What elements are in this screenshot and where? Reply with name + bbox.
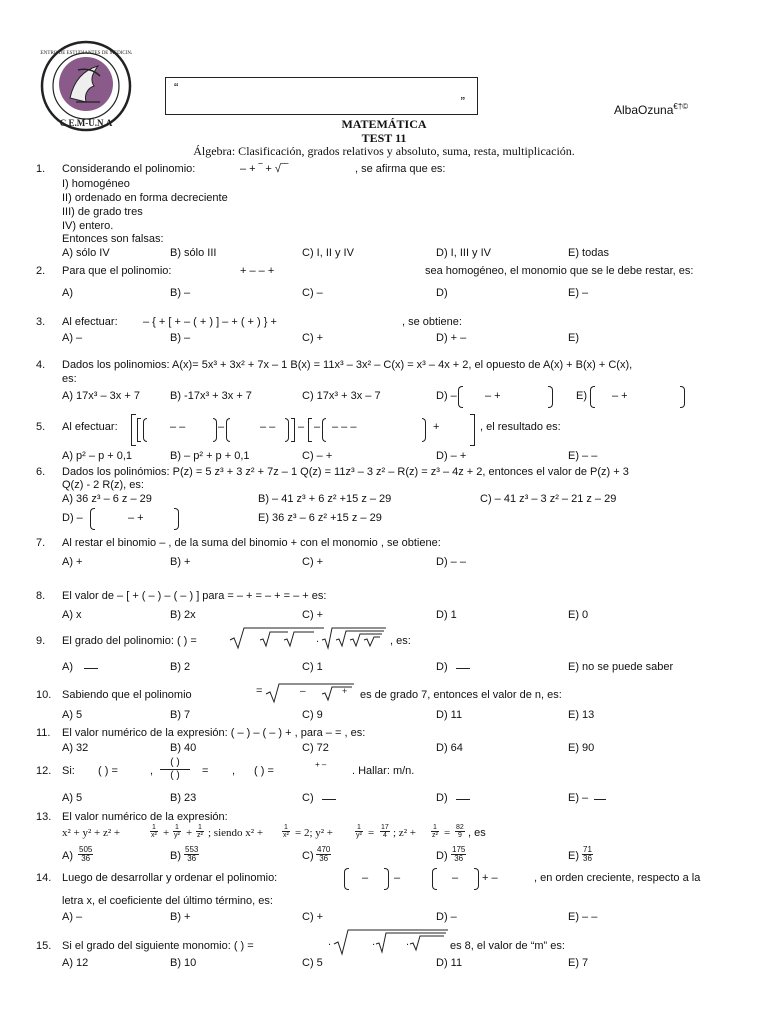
q13-option-c-frac (316, 846, 331, 863)
q10-radical (256, 682, 356, 704)
q5-option-d[interactable]: D) – + (436, 450, 467, 462)
q5-paren-1 (143, 418, 147, 442)
q13-frac-3-num: 1 (197, 824, 202, 831)
q6-option-b[interactable]: B) – 41 z³ + 6 z² +15 z – 29 (258, 493, 392, 505)
q12-f3: ( ) = (254, 765, 274, 777)
q10-option-a[interactable]: A) 5 (62, 709, 83, 721)
q1-expr-sign: – + ‾ + √‾‾ (240, 163, 289, 175)
q14-sign-3: – (452, 872, 459, 884)
q11-option-d[interactable]: D) 64 (436, 742, 463, 754)
q3-stem: Al efectuar: (62, 316, 118, 328)
q13-frac-1 (150, 824, 158, 839)
q2-option-a[interactable]: A) (62, 287, 73, 299)
q11-option-c[interactable]: C) 72 (302, 742, 329, 754)
q5-sign-5: – (314, 421, 321, 433)
q13-option-c-den: 36 (319, 854, 329, 863)
q5-sign-7: + (433, 421, 440, 433)
q10-option-c[interactable]: C) 9 (302, 709, 323, 721)
q14-paren-4 (474, 868, 479, 890)
q12-d-fraction-bar (456, 799, 470, 800)
q9-option-b[interactable]: B) 2 (170, 661, 191, 673)
q12-c-fraction-bar (322, 799, 336, 800)
q2-stem: Para que el polinomio: (62, 265, 172, 277)
q6-d-paren-left (90, 508, 95, 530)
q12-number: 12. (36, 765, 52, 777)
q5-bracket-2 (137, 418, 141, 442)
quote-box (165, 77, 478, 115)
q13-eq1: = 2; y² + (295, 827, 334, 839)
q1-closing: Entonces son falsas: (62, 233, 164, 245)
q6-stem: Dados los polinómios: P(z) = 5 z³ + 3 z² + 7z – 1 Q(z) = 11z³ – 3 z² – R(z) = z³ – 4z + 2, entonces el valor de P(z) + 3 (62, 466, 629, 478)
q13-frac-2-num: 1 (174, 824, 179, 831)
q5-paren-5 (322, 418, 326, 442)
q13-option-a-den: 36 (81, 854, 91, 863)
q4-option-c[interactable]: C) 17x³ + 3x – 7 (302, 390, 381, 402)
q5-paren-4 (285, 418, 289, 442)
q12-option-e[interactable]: E) – (568, 792, 589, 804)
q12-stem: Si: (62, 765, 75, 777)
q10-number: 10. (36, 689, 52, 701)
q13-option-a[interactable]: A) (62, 850, 73, 862)
q13-eq4: = (444, 827, 451, 839)
q9-option-a[interactable]: A) (62, 661, 73, 673)
q13-option-b-den: 36 (187, 854, 197, 863)
q13-frac-8-num: 82 (456, 824, 464, 831)
q7-option-d[interactable]: D) – – (436, 556, 466, 568)
q8-option-a[interactable]: A) x (62, 609, 82, 621)
svg-text:.: . (328, 936, 332, 948)
q14-sign-1: – (362, 872, 369, 884)
q13-option-c[interactable]: C) (302, 850, 314, 862)
svg-text:.: . (372, 936, 376, 948)
q2-number: 2. (36, 265, 46, 277)
q13-frac-7-num: 1 (432, 824, 437, 831)
q4-d-paren-left (458, 386, 463, 408)
author-name (614, 102, 688, 117)
q13-frac-2-den: y² (174, 832, 180, 839)
q13-plus-1: + (163, 827, 170, 839)
q15-option-a[interactable]: A) 12 (62, 957, 89, 969)
q8-number: 8. (36, 590, 46, 602)
q4-e-paren-right (680, 386, 685, 408)
q4-number: 4. (36, 359, 46, 371)
q14-stem-2: letra x, el coeficiente del último término, es: (62, 895, 273, 907)
q13-frac-6-num: 17 (381, 824, 389, 831)
q14-option-c[interactable]: C) + (302, 911, 324, 923)
q13-stem: El valor numérico de la expresión: (62, 811, 228, 823)
q6-option-d[interactable]: D) – (62, 512, 83, 524)
q9-option-d[interactable]: D) (436, 661, 448, 673)
q7-option-c[interactable]: C) + (302, 556, 324, 568)
q9-number: 9. (36, 635, 46, 647)
q13-option-b-num: 553 (185, 845, 199, 854)
q1-item-3: III) de grado tres (62, 206, 143, 218)
q12-comma-2: , (232, 765, 236, 777)
svg-text:.: . (316, 633, 320, 645)
q13-option-e-num: 71 (583, 845, 592, 854)
q13-option-a-num: 505 (79, 845, 93, 854)
q13-eq2: = (368, 827, 375, 839)
q8-option-d[interactable]: D) 1 (436, 609, 457, 621)
q5-option-a[interactable]: A) p² – p + 0,1 (62, 450, 133, 462)
q9-option-c[interactable]: C) 1 (302, 661, 323, 673)
q5-paren-6 (422, 418, 426, 442)
q12-option-a[interactable]: A) 5 (62, 792, 83, 804)
q14-option-a[interactable]: A) – (62, 911, 83, 923)
q4-option-e[interactable]: E) (576, 390, 587, 402)
q13-eq3: ; z² + (393, 827, 416, 839)
q13-expr: x² + y² + z² + (62, 827, 121, 839)
subject-title: MATEMÁTICA (341, 117, 427, 131)
q9-tail: , es: (390, 635, 411, 647)
q3-option-e[interactable]: E) (568, 332, 579, 344)
q6-number: 6. (36, 466, 46, 478)
q4-option-a[interactable]: A) 17x³ – 3x + 7 (62, 390, 140, 402)
q2-option-e[interactable]: E) – (568, 287, 589, 299)
quote-open: “ (174, 80, 179, 95)
q11-option-a[interactable]: A) 32 (62, 742, 89, 754)
q4-e-signs: – + (612, 390, 628, 402)
q13-option-a-frac (78, 846, 93, 863)
q15-number: 15. (36, 940, 52, 952)
q4-d-signs: – + (485, 390, 501, 402)
q5-sign-2: – (218, 421, 225, 433)
svg-text:–: – (300, 686, 306, 697)
q11-number: 11. (36, 727, 51, 739)
q15-option-b[interactable]: B) 10 (170, 957, 197, 969)
q9-stem: El grado del polinomio: ( ) = (62, 635, 197, 647)
q14-paren-3 (432, 868, 437, 890)
q8-option-b[interactable]: B) 2x (170, 609, 196, 621)
q10-tail: es de grado 7, entonces el valor de n, es: (360, 689, 562, 701)
q10-stem: Sabiendo que el polinomio (62, 689, 192, 701)
q5-sign-6: – – – (332, 421, 357, 433)
q13-option-e-den: 36 (583, 854, 592, 863)
q12-e-fraction-bar (594, 799, 606, 800)
q13-option-d-frac (451, 846, 466, 863)
q13-frac-7-den: z² (432, 832, 438, 839)
q1-item-4: IV) entero. (62, 220, 114, 232)
quote-close: ” (460, 94, 465, 109)
q3-number: 3. (36, 316, 46, 328)
q1-option-a[interactable]: A) sólo IV (62, 247, 110, 259)
q5-option-e[interactable]: E) – – (568, 450, 598, 462)
q3-option-b[interactable]: B) – (170, 332, 191, 344)
q10-option-e[interactable]: E) 13 (568, 709, 595, 721)
q6-d-paren-right (174, 508, 179, 530)
q3-option-c[interactable]: C) + (302, 332, 324, 344)
q4-option-d[interactable]: D) – (436, 390, 457, 402)
q4-option-b[interactable]: B) -17x³ + 3x + 7 (170, 390, 252, 402)
q8-option-c[interactable]: C) + (302, 609, 324, 621)
q14-sign-4: + – (482, 872, 498, 884)
q13-frac-5-den: y² (356, 832, 362, 839)
q1-item-1: I) homogéneo (62, 178, 130, 190)
q12-option-d[interactable]: D) (436, 792, 448, 804)
q13-option-c-num: 470 (317, 845, 331, 854)
q11-option-e[interactable]: E) 90 (568, 742, 595, 754)
q9-d-fraction-bar (456, 668, 470, 669)
q3-expr-sign: – { + [ + – ( + ) ] – + ( + ) } + (143, 316, 277, 328)
q1-option-b[interactable]: B) sólo III (170, 247, 217, 259)
q8-stem: El valor de – [ + ( – ) – ( – ) ] para = – + = – + = – + es: (62, 590, 327, 602)
q13-frac-3-den: z² (197, 832, 203, 839)
q13-frac-5 (355, 824, 363, 839)
q13-frac-5-num: 1 (356, 824, 361, 831)
q13-frac-6 (380, 824, 390, 839)
q13-tail: , es (468, 827, 486, 839)
q7-option-b[interactable]: B) + (170, 556, 191, 568)
q5-stem: Al efectuar: (62, 421, 118, 433)
q7-number: 7. (36, 537, 46, 549)
q6-option-a[interactable]: A) 36 z³ – 6 z – 29 (62, 493, 152, 505)
q1-option-c[interactable]: C) I, II y IV (302, 247, 354, 259)
q9-radicals (228, 626, 388, 652)
q6-option-c[interactable]: C) – 41 z³ – 3 z² – 21 z – 29 (480, 493, 617, 505)
q13-frac-3 (196, 824, 204, 839)
q12-exponent: + – (315, 760, 327, 769)
svg-text:+: + (342, 686, 348, 696)
q9-a-fraction-bar (84, 668, 98, 669)
q13-option-e[interactable]: E) (568, 850, 579, 862)
q13-frac-1-num: 1 (151, 824, 156, 831)
q14-option-e[interactable]: E) – – (568, 911, 598, 923)
q12-option-b[interactable]: B) 23 (170, 792, 197, 804)
q14-sign-2: – (394, 872, 401, 884)
q7-option-a[interactable]: A) + (62, 556, 83, 568)
q13-frac-1-den: x² (151, 832, 157, 839)
q13-option-d-num: 175 (452, 845, 466, 854)
q1-number: 1. (36, 163, 46, 175)
q1-stem: Considerando el polinomio: (62, 163, 196, 175)
q15-radicals (310, 928, 450, 956)
q13-option-b[interactable]: B) (170, 850, 181, 862)
author-mark: €†© (673, 102, 689, 111)
q13-option-d[interactable]: D) (436, 850, 448, 862)
q12-f1: ( ) = (98, 765, 118, 777)
q14-paren-2 (384, 868, 389, 890)
svg-text:.: . (406, 936, 410, 948)
q14-number: 14. (36, 872, 52, 884)
q5-sign-1: – – (170, 421, 186, 433)
q4-d-paren-right (548, 386, 553, 408)
q10-option-d[interactable]: D) 11 (436, 709, 463, 721)
q13-frac-4-num: 1 (283, 824, 288, 831)
q15-tail: es 8, el valor de “m” es: (450, 940, 565, 952)
q13-expr-mid: ; siendo x² + (208, 827, 264, 839)
q1-option-e[interactable]: E) todas (568, 247, 609, 259)
q9-option-e[interactable]: E) no se puede saber (568, 661, 674, 673)
q4-e-paren-left (590, 386, 595, 408)
logo-text: CENTRO DE ESTUDIANTES DE MEDICINA (40, 51, 132, 56)
q2-option-d[interactable]: D) (436, 287, 448, 299)
logo-bottom-text: C.E.M-U.N.A (59, 118, 113, 128)
q5-bracket-1 (131, 414, 136, 446)
q13-frac-4 (282, 824, 290, 839)
q5-paren-3 (226, 418, 230, 442)
q3-option-d[interactable]: D) + – (436, 332, 467, 344)
q14-stem: Luego de desarrollar y ordenar el polinomio: (62, 872, 278, 884)
q12-fraction: ( ) ( ) (160, 757, 190, 782)
q5-option-c[interactable]: C) – + (302, 450, 333, 462)
q5-bracket-5 (470, 414, 475, 446)
q2-option-c[interactable]: C) – (302, 287, 323, 299)
q5-bracket-3 (291, 418, 295, 442)
q2-expr-sign: + – – + (240, 265, 275, 277)
q13-plus-2: + (186, 827, 193, 839)
test-title: TEST 11 (361, 131, 407, 145)
q12-option-c[interactable]: C) (302, 792, 314, 804)
q13-frac-4-den: x² (283, 832, 289, 839)
q5-sign-4: – (298, 421, 305, 433)
q1-tail: , se afirma que es: (355, 163, 446, 175)
q13-number: 13. (36, 811, 52, 823)
q14-tail: , en orden creciente, respecto a la (534, 872, 701, 884)
q13-frac-8 (455, 824, 465, 839)
q2-option-b[interactable]: B) – (170, 287, 191, 299)
q5-number: 5. (36, 421, 46, 433)
q15-option-e[interactable]: E) 7 (568, 957, 589, 969)
q12-tail: . Hallar: m/n. (352, 765, 415, 777)
q11-option-b[interactable]: B) 40 (170, 742, 197, 754)
q13-frac-7 (431, 824, 439, 839)
q14-paren-1 (344, 868, 349, 890)
q13-frac-6-den: 4 (382, 832, 387, 839)
q13-option-b-frac (184, 846, 199, 863)
q13-frac-8-den: 9 (457, 832, 462, 839)
q5-option-b[interactable]: B) – p² + p + 0,1 (170, 450, 250, 462)
q13-option-e-frac (582, 846, 593, 863)
author-text: AlbaOzuna (614, 103, 674, 117)
q6-stem-2: Q(z) - 2 R(z), es: (62, 479, 144, 491)
svg-text:=: = (256, 685, 263, 697)
q6-d-signs: – + (128, 512, 144, 524)
q13-option-d-den: 36 (454, 854, 464, 863)
q12-eq: = (202, 765, 209, 777)
q13-frac-2 (173, 824, 181, 839)
q1-option-d[interactable]: D) I, III y IV (436, 247, 492, 259)
q15-option-d[interactable]: D) 11 (436, 957, 463, 969)
q14-option-b[interactable]: B) + (170, 911, 191, 923)
q7-stem: Al restar el binomio – , de la suma del binomio + con el monomio , se obtiene: (62, 537, 441, 549)
topic-title: Álgebra: Clasificación, grados relativos y absoluto, suma, resta, multiplicación. (193, 144, 575, 158)
q4-stem-2: es: (62, 373, 77, 385)
q12-comma-1: , (150, 765, 154, 777)
q14-option-d[interactable]: D) – (436, 911, 457, 923)
q5-sign-3: – – (260, 421, 276, 433)
q5-tail: , el resultado es: (480, 421, 561, 433)
q10-option-b[interactable]: B) 7 (170, 709, 191, 721)
q4-stem: Dados los polinomios: A(x)= 5x³ + 3x² + 7x – 1 B(x) = 11x³ – 3x² – C(x) = x³ – 4x + 2, el opuesto de A(x) + B(x) + C(x), (62, 359, 633, 371)
q6-option-e[interactable]: E) 36 z³ – 6 z² +15 z – 29 (258, 512, 382, 524)
q15-stem: Si el grado del siguiente monomio: ( ) = (62, 940, 254, 952)
q3-option-a[interactable]: A) – (62, 332, 83, 344)
q8-option-e[interactable]: E) 0 (568, 609, 589, 621)
q5-bracket-4 (308, 418, 312, 442)
q1-item-2: II) ordenado en forma decreciente (62, 192, 228, 204)
q3-tail: , se obtiene: (402, 316, 462, 328)
q11-stem: El valor numérico de la expresión: ( – ) – ( – ) + , para – = , es: (62, 727, 366, 739)
q2-tail: sea homogéneo, el monomio que se le debe restar, es: (425, 265, 694, 277)
q15-option-c[interactable]: C) 5 (302, 957, 323, 969)
q5-paren-2 (213, 418, 217, 442)
